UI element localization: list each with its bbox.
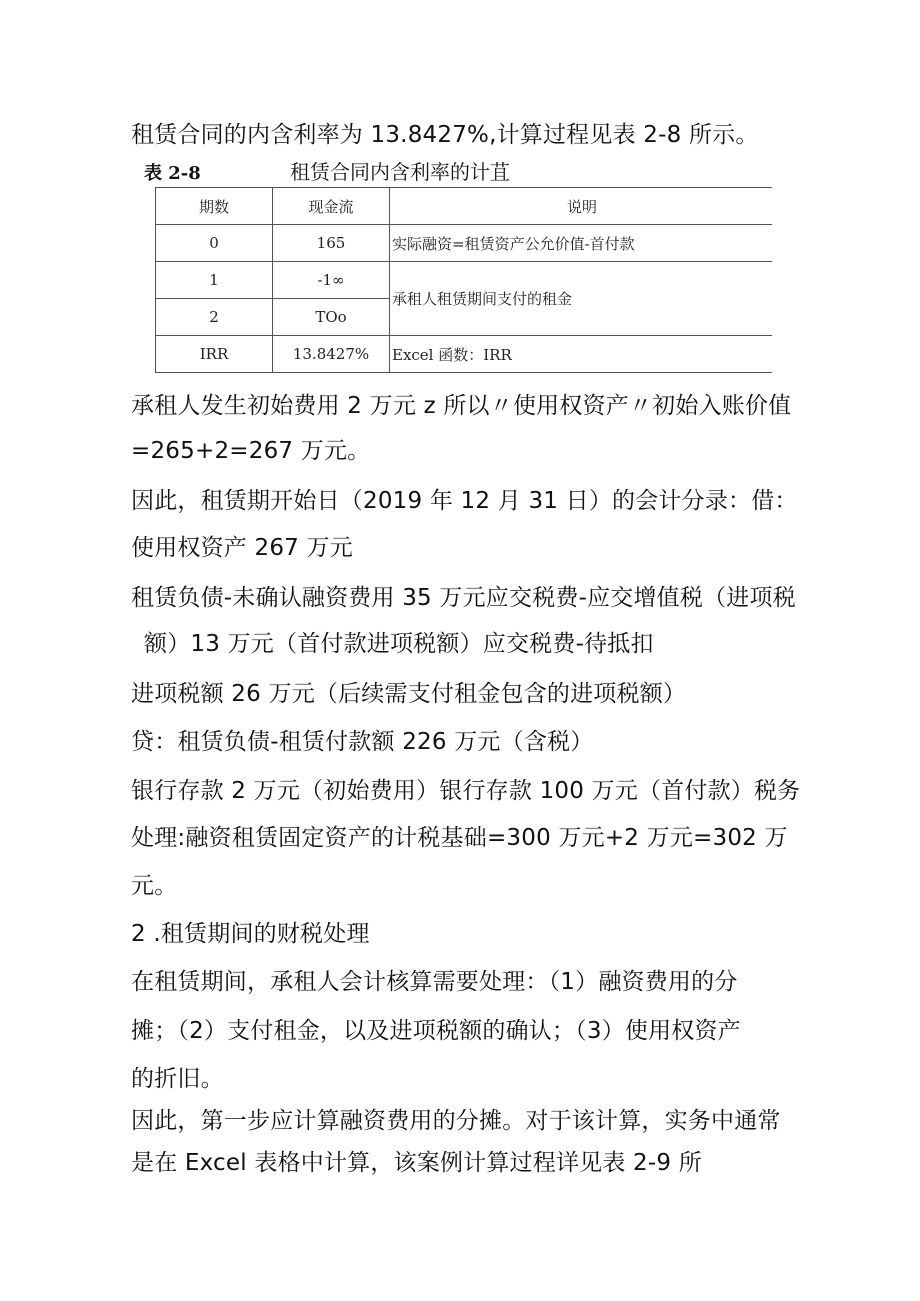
body-line: 承租人发生初始费用 2 万元 z 所以〃使用权资产〃初始入账价值	[131, 393, 792, 419]
section-heading: 2 .租赁期间的财税处理	[131, 921, 370, 947]
cell-description: 实际融资=租赁资产公允价值-首付款	[390, 225, 773, 262]
cell-cashflow: 13.8427%	[273, 336, 390, 373]
cell-period: IRR	[156, 336, 273, 373]
body-line: 因此，租赁期开始日（2019 年 12 月 31 日）的会计分录：借：	[131, 488, 798, 514]
body-line: 摊；（2）支付租金，以及进项税额的确认；（3）使用权资产	[131, 1018, 741, 1044]
body-line: 在租赁期间，承租人会计核算需要处理：（1）融资费用的分	[131, 969, 738, 995]
table-row	[156, 262, 773, 299]
cell-period: 0	[156, 225, 273, 262]
table-caption	[144, 160, 510, 186]
table-caption-number: 表 2-8	[144, 163, 201, 184]
cell-cashflow: TOo	[273, 299, 390, 336]
body-line: 是在 Excel 表格中计算，该案例计算过程详见表 2-9 所	[131, 1150, 702, 1176]
cell-cashflow: -1∞	[273, 262, 390, 299]
header-cashflow: 现金流	[273, 188, 390, 225]
body-line: 进项税额 26 万元（后续需支付租金包含的进项税额）	[131, 681, 687, 707]
cell-description: Excel 函数：IRR	[390, 336, 773, 373]
cell-period: 1	[156, 262, 273, 299]
body-line: 贷：租赁负债-租赁付款额 226 万元（含税）	[131, 729, 594, 755]
header-period: 期数	[156, 188, 273, 225]
cell-period: 2	[156, 299, 273, 336]
header-description: 说明	[390, 188, 773, 225]
irr-calculation-table	[155, 187, 772, 373]
table-row	[156, 336, 773, 373]
intro-paragraph: 租赁合同的内含利率为 13.8427%,计算过程见表 2-8 所示。	[131, 122, 759, 148]
body-line: =265+2=267 万元。	[131, 438, 371, 464]
table-caption-title: 租赁合同内含利率的计苴	[290, 160, 510, 184]
table-row	[156, 225, 773, 262]
body-line: 处理:融资租赁固定资产的计税基础=300 万元+2 万元=302 万	[131, 825, 788, 851]
body-line: 因此，第一步应计算融资费用的分摊。对于该计算，实务中通常	[131, 1108, 781, 1134]
body-line: 额）13 万元（首付款进项税额）应交税费-待抵扣	[144, 631, 654, 657]
table-header-row	[156, 188, 773, 225]
cell-description: 承租人租赁期间支付的租金	[390, 262, 773, 336]
body-line: 元。	[131, 873, 178, 899]
body-line: 租赁负债-未确认融资费用 35 万元应交税费-应交增值税（进项税	[131, 585, 796, 611]
body-line: 银行存款 2 万元（初始费用）银行存款 100 万元（首付款）税务	[131, 778, 801, 804]
body-line: 使用权资产 267 万元	[131, 535, 353, 561]
body-line: 的折旧。	[131, 1066, 224, 1092]
cell-cashflow: 165	[273, 225, 390, 262]
